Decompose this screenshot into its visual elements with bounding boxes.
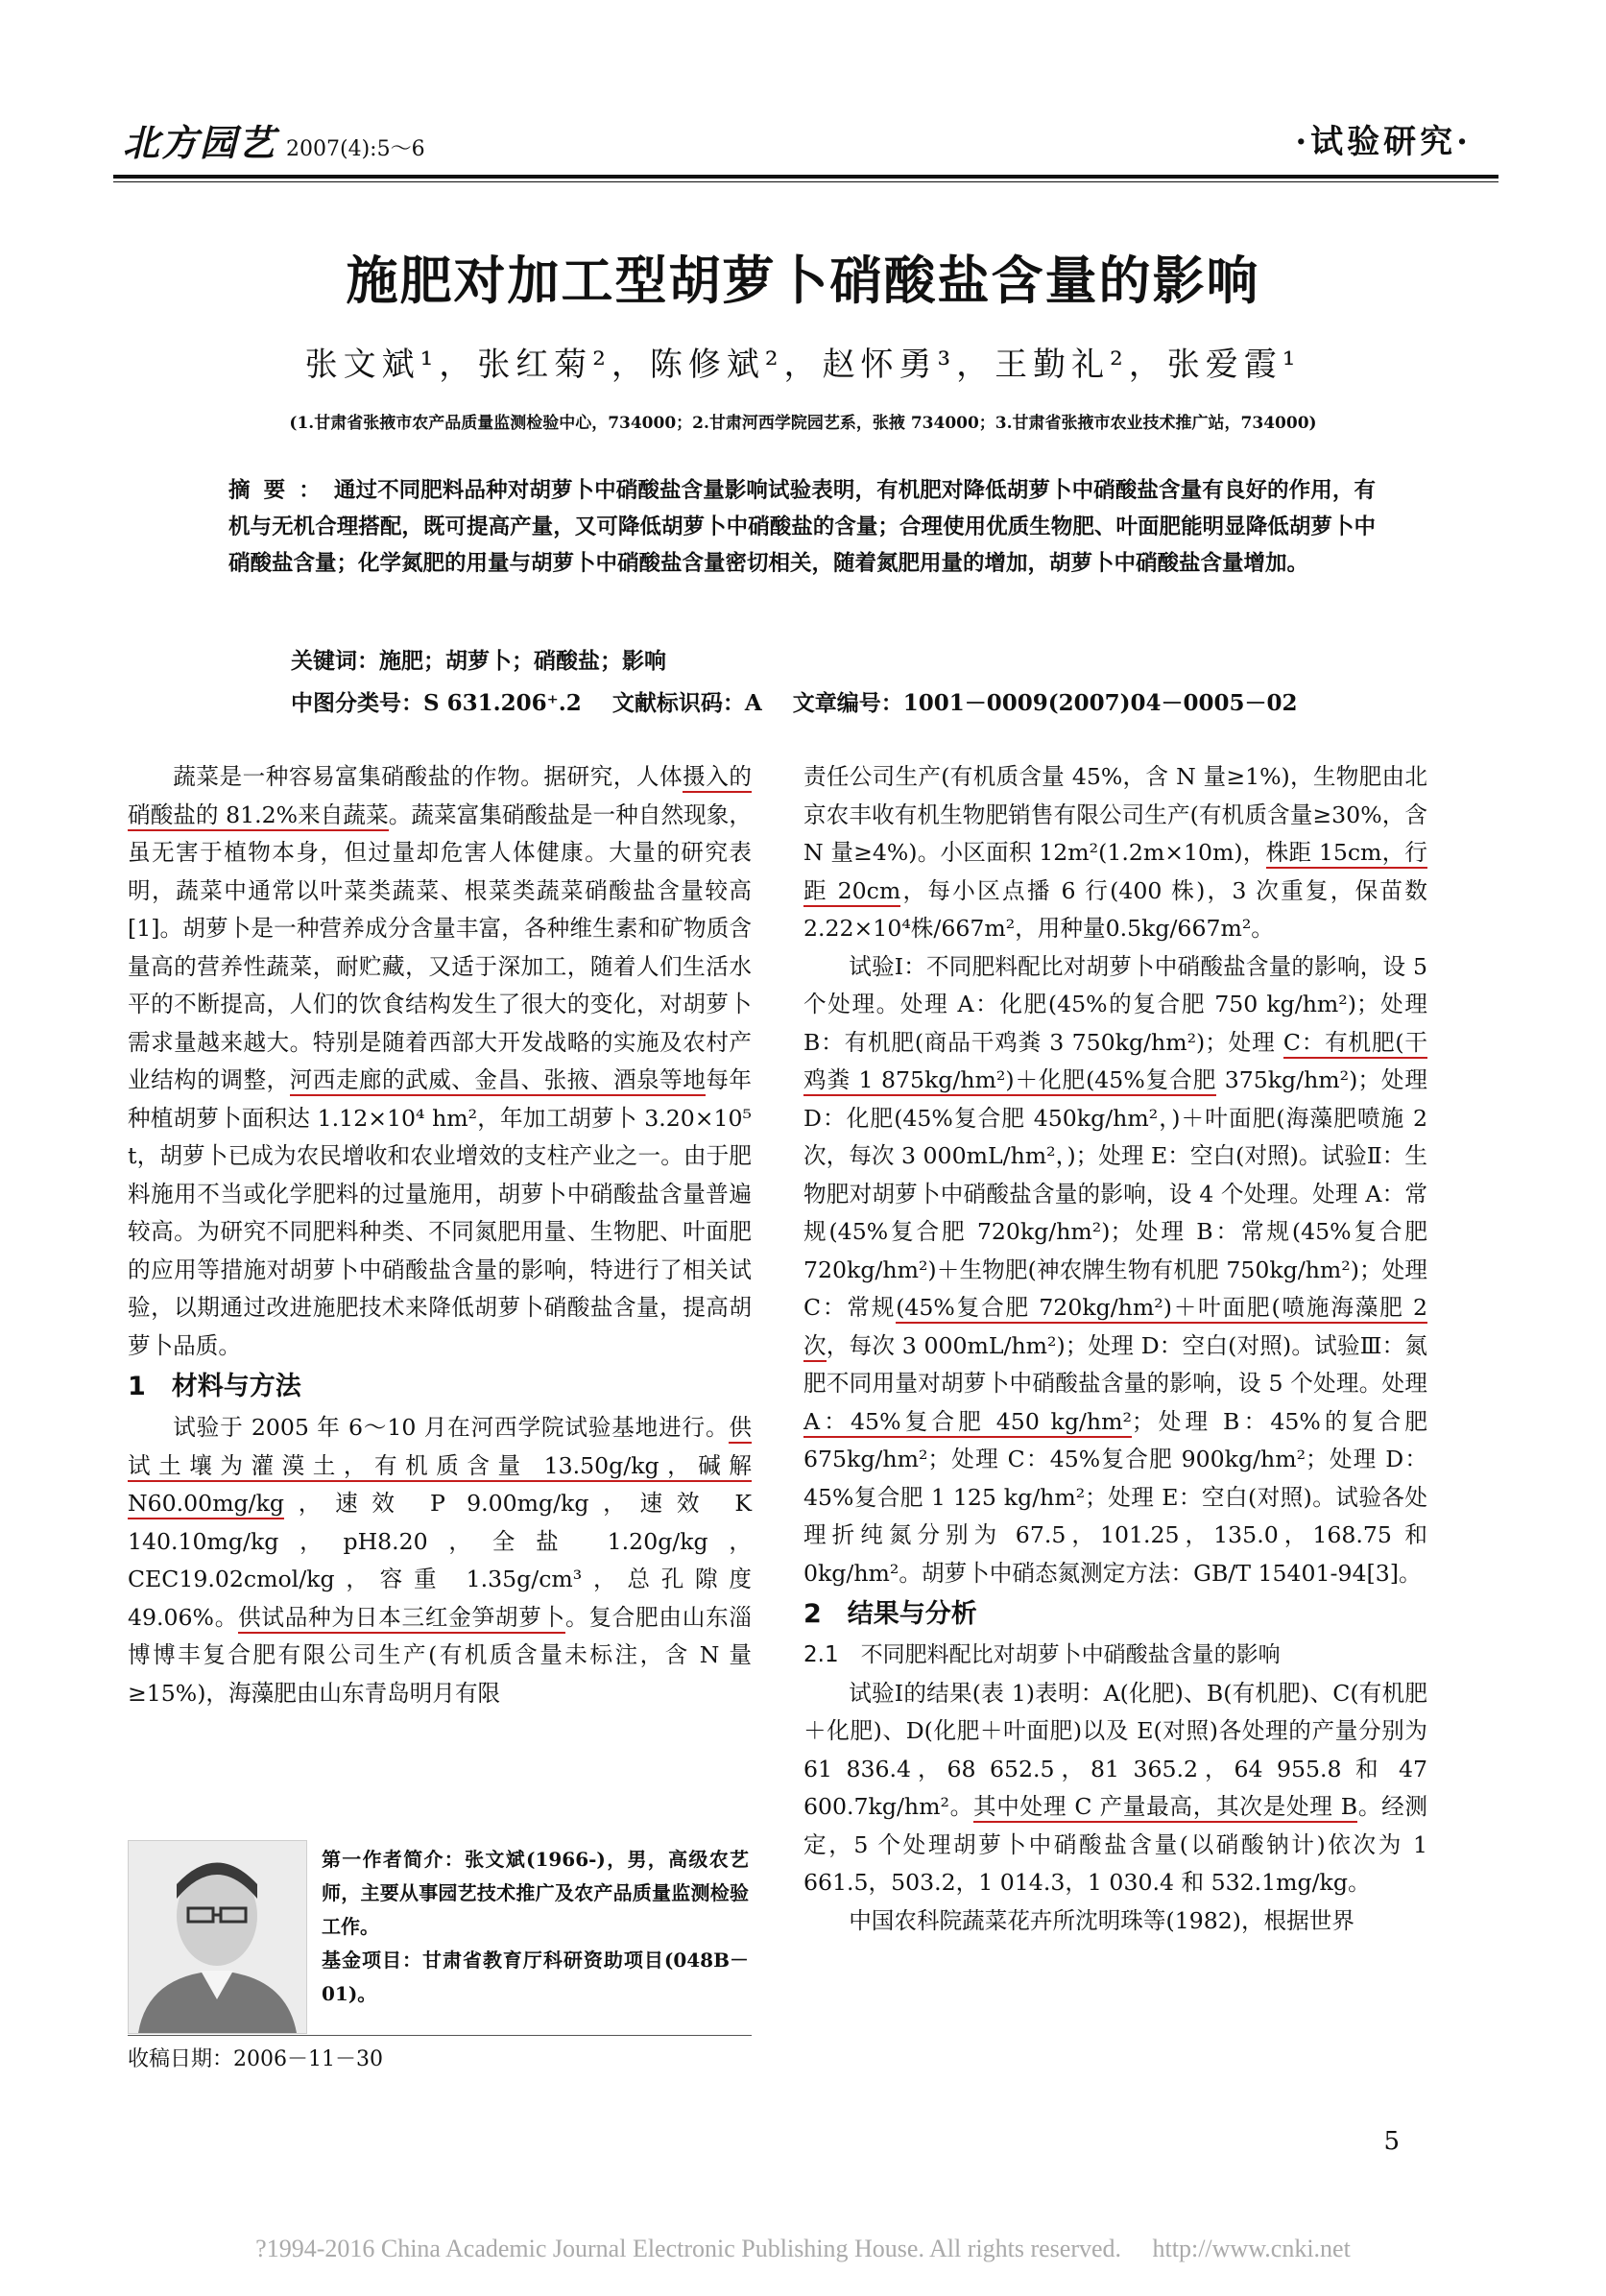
abstract bbox=[228, 472, 1376, 582]
journal-header bbox=[123, 113, 425, 166]
section-label: ·试验研究· bbox=[1295, 123, 1472, 161]
left-column bbox=[128, 758, 752, 1712]
highlight-underline: 河西走廊的武威、金昌、张掖、酒泉等地 bbox=[290, 1066, 707, 1096]
doc-code-label: 文献标识码： bbox=[611, 690, 745, 716]
keywords bbox=[291, 643, 666, 675]
intro-paragraph: 蔬菜是一种容易富集硝酸盐的作物。据研究，人体摄入的硝酸盐的 81.2%来自蔬菜。蔬菜富集硝酸盐是一种自然现象，虽无害于植物本身，但过量却危害人体健康。大量的研究表明，蔬菜中通常以叶菜类蔬菜、根菜类蔬菜硝酸盐含量较高[1]。胡萝卜是一种营养成分含量丰富，各种维生素和矿物质含量高的营养性蔬菜，耐贮藏，又适于深加工，随着人们生活水平的不断提高，人们的饮食结构发生了很大的变化，对胡萝卜需求量越来越大。特别是随着西部大开发战略的实施及农村产业结构的调整，河西走廊的武威、金昌、张掖、酒泉等地每年种植胡萝卜面积达 1.12×10⁴ hm²，年加工胡萝卜 3.20×10⁵ t，胡萝卜已成为农民增收和农业增效的支柱产业之一。由于肥料施用不当或化学肥料的过量施用，胡萝卜中硝酸盐含量普遍较高。为研究不同肥料种类、不同氮肥用量、生物肥、叶面肥的应用等措施对胡萝卜中硝酸盐含量的影响，特进行了相关试验，以期通过改进施肥技术来降低胡萝卜硝酸盐含量，提高胡萝卜品质。 bbox=[128, 763, 753, 1359]
author-photo bbox=[128, 1840, 307, 2034]
highlight-underline: A：45%复合肥 450 kg/hm² bbox=[803, 1408, 1132, 1438]
highlight-underline: C：有机肥(干鸡粪 1 875kg/hm²)＋化肥(45%复合肥 bbox=[803, 1029, 1427, 1097]
page-number: 5 bbox=[1383, 2127, 1400, 2156]
journal-issue: 2007(4):5～6 bbox=[286, 137, 425, 161]
highlight-underline: 株距 15cm，行距 20cm bbox=[803, 839, 1427, 907]
header-rule bbox=[113, 175, 1498, 179]
highlight-underline: (45%复合肥 720kg/hm²)＋叶面肥(喷施海藻肥 2 次 bbox=[803, 1294, 1427, 1362]
doc-code-value: A bbox=[744, 690, 762, 716]
section-heading-results: 2 结果与分析 bbox=[803, 1599, 977, 1629]
abstract-label: 摘要： bbox=[228, 478, 334, 503]
copyright-watermark: ?1994-2016 China Academic Journal Electronic Publishing House. All rights reserved. http://www.cnki.net bbox=[255, 2235, 1351, 2262]
article-no-value: 1001－0009(2007)04－0005－02 bbox=[902, 690, 1298, 716]
paper-title: 施肥对加工型胡萝卜硝酸盐含量的影响 bbox=[346, 251, 1260, 311]
footnote-rule bbox=[128, 2035, 752, 2036]
results-paragraph: 试验Ⅰ的结果(表 1)表明：A(化肥)、B(有机肥)、C(有机肥＋化肥)、D(化肥＋叶面肥)以及 E(对照)各处理的产量分别为 61 836.4，68 652.5，81 365.2，64 955.8 和 47 600.7kg/hm²。其中处理 C 产量最高，其次是处理 B。经测定，5 个处理胡萝卜中硝酸盐含量(以硝酸钠计)依次为 1 661.5，503.2，1 014.3，1 030.4 和 532.1mg/kg。 bbox=[803, 1679, 1428, 1896]
author-bio bbox=[322, 1843, 749, 2011]
article-no-label: 文章编号： bbox=[792, 690, 903, 716]
treatment-paragraph: 试验Ⅰ：不同肥料配比对胡萝卜中硝酸盐含量的影响，设 5 个处理。处理 A：化肥(45%的复合肥 750 kg/hm²)；处理 B：有机肥(商品干鸡粪 3 750kg/hm²)；处理 C：有机肥(干鸡粪 1 875kg/hm²)＋化肥(45%复合肥 375kg/hm²)；处理 D：化肥(45%复合肥 450kg/hm²，)＋叶面肥(海藻肥喷施 2 次，每次 3 000mL/hm²，)；处理 E：空白(对照)。试验Ⅱ：生物肥对胡萝卜中硝酸盐含量的影响，设 4 个处理。处理 A：常规(45%复合肥 720kg/hm²)；处理 B：常规(45%复合肥 720kg/hm²)＋生物肥(神农牌生物有机肥 750kg/hm²)；处理 C：常规(45%复合肥 720kg/hm²)＋叶面肥(喷施海藻肥 2 次，每次 3 000mL/hm²)；处理 D：空白(对照)。试验Ⅲ：氮肥不同用量对胡萝卜中硝酸盐含量的影响，设 5 个处理。处理A：45%复合肥 450 kg/hm²；处理 B：45%的复合肥 675kg/hm²；处理 C：45%复合肥 900kg/hm²；处理 D：45%复合肥 1 125 kg/hm²；处理 E：空白(对照)。试验各处理折纯氮分别为 67.5，101.25，135.0，168.75 和 0kg/hm²。胡萝卜中硝态氮测定方法：GB/T 15401-94[3]。 bbox=[803, 952, 1428, 1587]
section-heading-materials: 1 材料与方法 bbox=[128, 1372, 301, 1401]
clc-label: 中图分类号： bbox=[291, 690, 423, 716]
highlight-underline: 供试品种为日本三红金笋胡萝卜 bbox=[238, 1604, 565, 1634]
methods-paragraph: 试验于 2005 年 6～10 月在河西学院试验基地进行。供试土壤为灌漠土，有机质含量 13.50g/kg，碱解 N60.00mg/kg，速效 P 9.00mg/kg，速效 K 140.10mg/kg，pH8.20，全盐 1.20g/kg，CEC19.02cmol/kg，容重 1.35g/cm³，总孔隙度 49.06%。供试品种为日本三红金笋胡萝卜。复合肥由山东淄博博丰复合肥有限公司生产(有机质含量未标注，含 N 量≥15%)，海藻肥由山东青岛明月有限 bbox=[128, 1414, 753, 1707]
highlight-underline: 摄入的硝酸盐的 81.2%来自蔬菜 bbox=[128, 763, 752, 831]
author-bio-text: 第一作者简介：张文斌(1966-)，男，高级农艺师，主要从事园艺技术推广及农产品质量监测检验工作。 bbox=[322, 1848, 749, 1938]
methods-continued: 责任公司生产(有机质含量 45%，含 N 量≥1%)，生物肥由北京农丰收有机生物肥销售有限公司生产(有机质含量≥30%，含 N 量≥4%)。小区面积 12m²(1.2m×10m)，株距 15cm，行距 20cm，每小区点播 6 行(400 株)，3 次重复，保苗数 2.22×10⁴株/667m²，用种量0.5kg/667m²。 bbox=[803, 763, 1428, 942]
results-paragraph-continued: 中国农科院蔬菜花卉所沈明珠等(1982)，根据世界 bbox=[849, 1906, 1354, 1934]
author-list: 张文斌¹，张红菊²，陈修斌²，赵怀勇³，王勤礼²，张爱霞¹ bbox=[304, 346, 1302, 384]
journal-name: 北方园艺 bbox=[123, 121, 277, 164]
received-date: 收稿日期：2006－11－30 bbox=[128, 2047, 383, 2071]
subsection-heading: 2.1 不同肥料配比对胡萝卜中硝酸盐含量的影响 bbox=[803, 1642, 1281, 1667]
keywords-label: 关键词： bbox=[291, 648, 379, 674]
header-rule-thin bbox=[113, 181, 1498, 182]
highlight-underline: 供试土壤为灌漠土，有机质含量 13.50g/kg，碱解 N60.00mg/kg bbox=[128, 1414, 752, 1519]
clc-value: S 631.206⁺.2 bbox=[423, 690, 582, 716]
right-column bbox=[803, 758, 1427, 1940]
affiliations: (1.甘肃省张掖市农产品质量监测检验中心，734000；2.甘肃河西学院园艺系，张掖 734000；3.甘肃省张掖市农业技术推广站，734000) bbox=[289, 414, 1317, 433]
abstract-text: 通过不同肥料品种对胡萝卜中硝酸盐含量影响试验表明，有机肥对降低胡萝卜中硝酸盐含量有良好的作用，有机与无机合理搭配，既可提高产量，又可降低胡萝卜中硝酸盐的含量；合理使用优质生物肥、叶面肥能明显降低胡萝卜中硝酸盐含量；化学氮肥的用量与胡萝卜中硝酸盐含量密切相关，随着氮肥用量的增加，胡萝卜中硝酸盐含量增加。 bbox=[228, 478, 1376, 576]
fund-text: 基金项目：甘肃省教育厅科研资助项目(048B－01)。 bbox=[322, 1949, 749, 2005]
classification-line bbox=[291, 685, 1321, 717]
keywords-text: 施肥；胡萝卜；硝酸盐；影响 bbox=[379, 648, 666, 674]
highlight-underline: 其中处理 C 产量最高，其次是处理 B bbox=[973, 1793, 1357, 1823]
